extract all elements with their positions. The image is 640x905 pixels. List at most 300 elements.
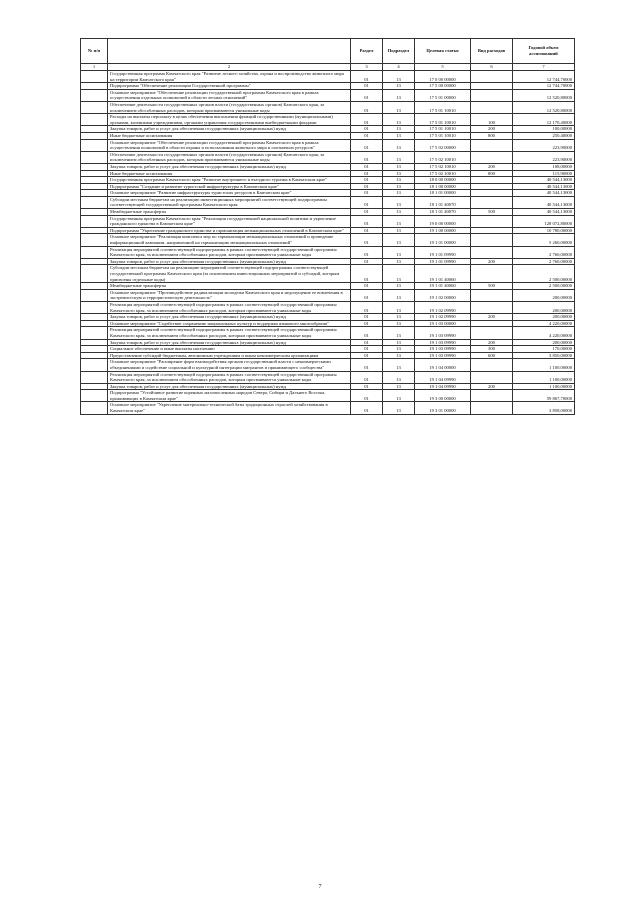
cell-amount: 2 760,00000 [513, 258, 575, 265]
cell-num [81, 320, 108, 327]
cell-target-article: 19 1 04 09990 [415, 371, 471, 383]
cell-target-article: 17 5 01 10010 [415, 126, 471, 133]
cell-razdel: 01 [351, 265, 383, 283]
cell-razdel: 01 [351, 383, 383, 390]
cell-target-article: 18 0 00 00000 [415, 177, 471, 184]
cell-target-article: 19 1 02 09990 [415, 301, 471, 313]
cell-expense-type [471, 177, 513, 184]
cell-target-article: 19 1 03 09990 [415, 346, 471, 353]
cell-razdel: 01 [351, 101, 383, 113]
cell-razdel: 01 [351, 177, 383, 184]
cell-target-article: 19 1 02 00000 [415, 289, 471, 301]
table-numbering-row [81, 64, 575, 71]
cell-name: Основное мероприятие "Противодействие радикализации молодежи Камчатского края и недопущение ее вовлечения в экстремистскую и террористическую деятельность" [108, 289, 351, 301]
cell-podrazdel: 13 [383, 114, 415, 126]
cell-expense-type [471, 289, 513, 301]
col-number: 2 [108, 64, 351, 71]
cell-target-article: 17 0 00 00000 [415, 71, 471, 83]
cell-amount: 2 760,00000 [513, 246, 575, 258]
table-row [81, 258, 575, 265]
cell-razdel: 01 [351, 371, 383, 383]
cell-name: Реализация мероприятий соответствующей подпрограммы в рамках соответствующей государственной программы Камчатского края, за исключением обособленных расходов, которым присваиваются уникальные коды [108, 371, 351, 383]
cell-num [81, 89, 108, 101]
cell-razdel: 01 [351, 190, 383, 197]
cell-name: Межбюджетные трансферты [108, 209, 351, 216]
cell-expense-type: 100 [471, 114, 513, 126]
cell-name: Закупка товаров, работ и услуг для обеспечения государственных (муниципальных) нужд [108, 383, 351, 390]
cell-target-article: 19 3 01 00000 [415, 402, 471, 414]
cell-name: Основное мероприятие "Укрепление материально-технической базы традиционных отраслей хозяйствования в Камчатском крае" [108, 402, 351, 414]
cell-podrazdel: 13 [383, 177, 415, 184]
cell-name: Основное мероприятие "Обеспечение реализации государственной программы Камчатского края в рамках осуществления полномочий в области охраны и использования животного мира и охотничьих ресурсов" [108, 139, 351, 151]
cell-expense-type: 600 [471, 352, 513, 359]
cell-expense-type [471, 301, 513, 313]
table-row [81, 265, 575, 283]
cell-amount: 1 100,00000 [513, 359, 575, 371]
header-podrazdel: Подраздел [383, 39, 415, 64]
cell-razdel: 01 [351, 126, 383, 133]
cell-razdel: 01 [351, 402, 383, 414]
cell-name: Подпрограмма "Укрепление гражданского единства и гармонизация межнациональных отношений в Камчатском крае" [108, 227, 351, 234]
table-row [81, 190, 575, 197]
cell-name: Основное мероприятие "Реализация комплекса мер по гармонизации межнациональных отношений и проведение информационной кампании, направленной на гармонизацию межнациональных отношений" [108, 234, 351, 246]
cell-amount: 200,00000 [513, 301, 575, 313]
cell-name: Подпрограмма "Создание и развитие туристской инфраструктуры в Камчатском крае" [108, 183, 351, 190]
cell-podrazdel: 13 [383, 371, 415, 383]
cell-podrazdel: 13 [383, 126, 415, 133]
cell-razdel: 01 [351, 314, 383, 321]
cell-razdel: 01 [351, 139, 383, 151]
cell-num [81, 301, 108, 313]
cell-podrazdel: 13 [383, 196, 415, 208]
cell-name: Закупка товаров, работ и услуг для обеспечения государственных (муниципальных) нужд [108, 163, 351, 170]
cell-razdel: 01 [351, 320, 383, 327]
table-header-row [81, 39, 575, 64]
table-row [81, 83, 575, 90]
table-row [81, 132, 575, 139]
cell-podrazdel: 13 [383, 320, 415, 327]
cell-amount: 3 850,00000 [513, 352, 575, 359]
cell-num [81, 258, 108, 265]
cell-name: Обеспечение деятельности государственных органов власти (государственных органов) Камчатского края, за исключением обособленных расходов, которым присваиваются уникальные коды [108, 151, 351, 163]
cell-podrazdel: 13 [383, 215, 415, 227]
cell-target-article: 19 1 04 09990 [415, 383, 471, 390]
cell-amount: 2 500,00000 [513, 283, 575, 290]
cell-razdel: 01 [351, 132, 383, 139]
cell-expense-type: 200 [471, 383, 513, 390]
cell-target-article: 17 5 00 00000 [415, 83, 471, 90]
cell-podrazdel: 13 [383, 265, 415, 283]
cell-podrazdel: 13 [383, 183, 415, 190]
cell-amount: 40 544,13000 [513, 183, 575, 190]
cell-podrazdel: 13 [383, 346, 415, 353]
cell-expense-type: 500 [471, 283, 513, 290]
cell-amount: 40 544,13000 [513, 209, 575, 216]
table-row [81, 320, 575, 327]
cell-num [81, 402, 108, 414]
cell-target-article: 17 5 01 10010 [415, 114, 471, 126]
cell-expense-type [471, 327, 513, 339]
cell-razdel: 01 [351, 301, 383, 313]
cell-num [81, 265, 108, 283]
cell-target-article: 19 1 01 09990 [415, 258, 471, 265]
cell-podrazdel: 13 [383, 89, 415, 101]
cell-name: Реализация мероприятий соответствующей подпрограммы в рамках соответствующей государственной программы Камчатского края, за исключением обособленных расходов, которым присваиваются уникальные коды [108, 246, 351, 258]
cell-name: Субсидии местным бюджетам на реализацию мероприятий соответствующей подпрограммы соответствующей государственной программы Камчатского края (за исключением инвестиционных мероприятий и субсидий, которым присвоены отдельные коды) [108, 265, 351, 283]
cell-num [81, 170, 108, 177]
cell-amount: 40 544,13000 [513, 177, 575, 184]
cell-podrazdel: 13 [383, 163, 415, 170]
cell-podrazdel: 13 [383, 101, 415, 113]
page-number: 7 [318, 884, 322, 890]
table-body [81, 71, 575, 415]
cell-expense-type [471, 359, 513, 371]
cell-target-article: 19 1 00 00000 [415, 227, 471, 234]
cell-amount: 40 544,13000 [513, 190, 575, 197]
cell-expense-type [471, 183, 513, 190]
cell-num [81, 126, 108, 133]
cell-target-article: 17 5 01 10010 [415, 132, 471, 139]
cell-num [81, 151, 108, 163]
cell-target-article: 18 1 01 40070 [415, 196, 471, 208]
cell-name: Иные бюджетные ассигнования [108, 170, 351, 177]
cell-razdel: 01 [351, 234, 383, 246]
cell-num [81, 177, 108, 184]
cell-podrazdel: 13 [383, 234, 415, 246]
cell-num [81, 390, 108, 402]
cell-expense-type: 200 [471, 339, 513, 346]
cell-expense-type [471, 371, 513, 383]
cell-expense-type: 200 [471, 314, 513, 321]
cell-name: Государственная программа Камчатского края "Реализация государственной национальной политики и укрепление гражданского единства в Камчатском крае" [108, 215, 351, 227]
cell-num [81, 209, 108, 216]
cell-podrazdel: 13 [383, 327, 415, 339]
cell-razdel: 01 [351, 114, 383, 126]
cell-amount: 3 858,00000 [513, 402, 575, 414]
cell-num [81, 190, 108, 197]
cell-target-article: 18 1 01 00000 [415, 190, 471, 197]
table-row [81, 101, 575, 113]
cell-razdel: 01 [351, 196, 383, 208]
cell-amount: 12 744,70000 [513, 71, 575, 83]
cell-num [81, 215, 108, 227]
cell-num [81, 246, 108, 258]
cell-amount: 200,00000 [513, 289, 575, 301]
cell-expense-type: 800 [471, 132, 513, 139]
table-row [81, 301, 575, 313]
cell-name: Подпрограмма "Устойчивое развитие коренных малочисленных народов Севера, Сибири и Дальнего Востока, проживающих в Камчатском крае" [108, 390, 351, 402]
table-row [81, 390, 575, 402]
cell-podrazdel: 13 [383, 283, 415, 290]
cell-expense-type [471, 390, 513, 402]
cell-podrazdel: 13 [383, 139, 415, 151]
cell-expense-type [471, 83, 513, 90]
col-number: 6 [471, 64, 513, 71]
cell-razdel: 01 [351, 83, 383, 90]
table-row [81, 327, 575, 339]
cell-podrazdel: 13 [383, 314, 415, 321]
cell-name: Закупка товаров, работ и услуг для обеспечения государственных (муниципальных) нужд [108, 258, 351, 265]
cell-name: Предоставление субсидий бюджетным, автономным учреждениям и иным некоммерческим организациям [108, 352, 351, 359]
cell-target-article: 19 1 04 00000 [415, 359, 471, 371]
cell-podrazdel: 13 [383, 71, 415, 83]
cell-target-article: 17 5 01 10010 [415, 101, 471, 113]
cell-podrazdel: 13 [383, 383, 415, 390]
cell-razdel: 01 [351, 89, 383, 101]
cell-amount: 40 544,13000 [513, 196, 575, 208]
cell-amount: 4 220,00000 [513, 320, 575, 327]
cell-expense-type [471, 190, 513, 197]
table-row [81, 89, 575, 101]
cell-name: Закупка товаров, работ и услуг для обеспечения государственных (муниципальных) нужд [108, 314, 351, 321]
cell-num [81, 327, 108, 339]
cell-expense-type [471, 89, 513, 101]
cell-amount: 200,00000 [513, 339, 575, 346]
table-row [81, 177, 575, 184]
cell-amount: 100,00000 [513, 126, 575, 133]
cell-expense-type [471, 139, 513, 151]
cell-expense-type [471, 320, 513, 327]
cell-razdel: 01 [351, 359, 383, 371]
cell-amount: 223,90000 [513, 151, 575, 163]
table-row [81, 71, 575, 83]
cell-num [81, 314, 108, 321]
cell-razdel: 01 [351, 170, 383, 177]
cell-name: Обеспечение деятельности государственных органов власти (государственных органов) Камчатского края, за исключением обособленных расходов, которым присваиваются уникальные коды [108, 101, 351, 113]
cell-amount: 12 520,80000 [513, 89, 575, 101]
cell-razdel: 01 [351, 339, 383, 346]
cell-podrazdel: 13 [383, 151, 415, 163]
cell-target-article: 19 1 01 09990 [415, 246, 471, 258]
cell-expense-type [471, 101, 513, 113]
cell-name: Основное мероприятие "Обеспечение реализации государственной программы Камчатского края в рамках осуществления отдельных полномочий в области лесных отношений" [108, 89, 351, 101]
cell-expense-type: 200 [471, 163, 513, 170]
cell-amount: 5 260,00000 [513, 234, 575, 246]
table-row [81, 114, 575, 126]
cell-target-article: 17 5 02 10010 [415, 170, 471, 177]
header-expense-type: Вид расходов [471, 39, 513, 64]
cell-num [81, 289, 108, 301]
table-row [81, 283, 575, 290]
cell-amount: 59 867,70000 [513, 390, 575, 402]
table-row [81, 359, 575, 371]
cell-target-article: 19 1 01 40060 [415, 265, 471, 283]
cell-name: Государственная программа Камчатского края "Развитие лесного хозяйства, охрана и воспроизводство животного мира на территории Камчатского края" [108, 71, 351, 83]
cell-podrazdel: 13 [383, 402, 415, 414]
header-target-article: Целевая статья [415, 39, 471, 64]
cell-expense-type [471, 265, 513, 283]
cell-amount: 115,90000 [513, 170, 575, 177]
col-number: 3 [351, 64, 383, 71]
cell-amount: 250,40000 [513, 132, 575, 139]
table-row [81, 352, 575, 359]
cell-expense-type [471, 215, 513, 227]
cell-razdel: 01 [351, 390, 383, 402]
cell-razdel: 01 [351, 183, 383, 190]
cell-amount: 10 780,00000 [513, 227, 575, 234]
cell-podrazdel: 13 [383, 246, 415, 258]
cell-num [81, 71, 108, 83]
table-row [81, 383, 575, 390]
table-row [81, 215, 575, 227]
cell-podrazdel: 13 [383, 359, 415, 371]
cell-num [81, 114, 108, 126]
cell-target-article: 19 1 03 09990 [415, 327, 471, 339]
cell-razdel: 01 [351, 283, 383, 290]
table-row [81, 227, 575, 234]
cell-num [81, 183, 108, 190]
cell-target-article: 19 1 01 00000 [415, 234, 471, 246]
cell-num [81, 359, 108, 371]
cell-expense-type [471, 402, 513, 414]
cell-razdel: 01 [351, 258, 383, 265]
cell-num [81, 371, 108, 383]
cell-amount: 12 170,40000 [513, 114, 575, 126]
cell-target-article: 18 1 00 00000 [415, 183, 471, 190]
cell-razdel: 01 [351, 215, 383, 227]
cell-target-article: 19 1 03 09990 [415, 339, 471, 346]
table-row [81, 339, 575, 346]
table-row [81, 196, 575, 208]
table-row [81, 126, 575, 133]
header-annual-volume: Годовой объем ассигнований [513, 39, 575, 64]
cell-razdel: 01 [351, 352, 383, 359]
cell-amount: 12 520,80000 [513, 101, 575, 113]
cell-name: Основное мероприятие "Развитие инфраструктуры туристских ресурсов в Камчатском крае" [108, 190, 351, 197]
table-row [81, 234, 575, 246]
cell-name: Социальное обеспечение и иные выплаты населению [108, 346, 351, 353]
cell-num [81, 346, 108, 353]
cell-expense-type [471, 151, 513, 163]
cell-podrazdel: 13 [383, 301, 415, 313]
cell-podrazdel: 13 [383, 339, 415, 346]
cell-razdel: 01 [351, 289, 383, 301]
cell-target-article: 17 5 01 00000 [415, 89, 471, 101]
cell-name: Реализация мероприятий соответствующей подпрограммы в рамках соответствующей государственной программы Камчатского края, за исключением обособленных расходов, которым присваиваются уникальные коды [108, 301, 351, 313]
table-row [81, 209, 575, 216]
cell-razdel: 01 [351, 209, 383, 216]
cell-name: Подпрограмма "Обеспечение реализации Государственной программы" [108, 83, 351, 90]
cell-target-article: 17 5 02 00000 [415, 139, 471, 151]
header-num: № п/п [81, 39, 108, 64]
table-row [81, 246, 575, 258]
cell-expense-type: 800 [471, 170, 513, 177]
cell-podrazdel: 13 [383, 132, 415, 139]
cell-amount: 200,00000 [513, 314, 575, 321]
col-number: 5 [415, 64, 471, 71]
table-row [81, 371, 575, 383]
cell-podrazdel: 13 [383, 289, 415, 301]
cell-num [81, 132, 108, 139]
table-row [81, 402, 575, 414]
cell-razdel: 01 [351, 71, 383, 83]
table-row [81, 163, 575, 170]
cell-num [81, 352, 108, 359]
cell-expense-type: 500 [471, 209, 513, 216]
cell-num [81, 83, 108, 90]
col-number: 4 [383, 64, 415, 71]
cell-amount: 170,00000 [513, 346, 575, 353]
cell-razdel: 01 [351, 227, 383, 234]
cell-name: Расходы на выплаты персоналу в целях обеспечения выполнения функций государственными (муниципальными) органами, казенными учреждениями, органами управления государственными внебюджетными фондами [108, 114, 351, 126]
cell-razdel: 01 [351, 346, 383, 353]
table-row [81, 151, 575, 163]
cell-podrazdel: 13 [383, 190, 415, 197]
cell-target-article: 19 1 03 00000 [415, 320, 471, 327]
cell-num [81, 163, 108, 170]
cell-razdel: 01 [351, 246, 383, 258]
cell-amount: 1 100,00000 [513, 371, 575, 383]
col-number: 1 [81, 64, 108, 71]
table-row [81, 314, 575, 321]
budget-table [80, 38, 575, 415]
cell-num [81, 196, 108, 208]
cell-target-article: 19 1 03 09990 [415, 352, 471, 359]
cell-target-article: 17 5 02 10010 [415, 151, 471, 163]
cell-amount: 12 744,70000 [513, 83, 575, 90]
cell-razdel: 01 [351, 327, 383, 339]
cell-num [81, 234, 108, 246]
cell-razdel: 01 [351, 151, 383, 163]
cell-expense-type [471, 227, 513, 234]
cell-podrazdel: 13 [383, 258, 415, 265]
cell-expense-type: 200 [471, 258, 513, 265]
cell-amount: 1 100,00000 [513, 383, 575, 390]
cell-name: Иные бюджетные ассигнования [108, 132, 351, 139]
cell-expense-type [471, 234, 513, 246]
header-razdel: Раздел [351, 39, 383, 64]
cell-target-article: 19 1 01 40060 [415, 283, 471, 290]
cell-num [81, 139, 108, 151]
cell-expense-type: 300 [471, 346, 513, 353]
cell-podrazdel: 13 [383, 170, 415, 177]
table-row [81, 346, 575, 353]
cell-amount: 223,90000 [513, 139, 575, 151]
cell-target-article: 19 0 00 00000 [415, 215, 471, 227]
header-name [108, 39, 351, 64]
cell-expense-type [471, 71, 513, 83]
cell-podrazdel: 13 [383, 352, 415, 359]
cell-target-article: 18 1 01 40070 [415, 209, 471, 216]
cell-podrazdel: 13 [383, 390, 415, 402]
cell-amount: 128 072,80000 [513, 215, 575, 227]
cell-name: Государственная программа Камчатского края "Развитие внутреннего и въездного туризма в Камчатском крае" [108, 177, 351, 184]
cell-name: Основное мероприятие "Расширение форм взаимодействия органов государственной власти с некоммерческими объединениями и содействие социальной и культурной интеграции мигрантов и принимающего сообщества" [108, 359, 351, 371]
cell-name: Межбюджетные трансферты [108, 283, 351, 290]
cell-num [81, 101, 108, 113]
cell-name: Реализация мероприятий соответствующей подпрограммы в рамках соответствующей государственной программы Камчатского края, за исключением обособленных расходов, которым присваиваются уникальные коды [108, 327, 351, 339]
col-number: 7 [513, 64, 575, 71]
cell-target-article: 19 1 02 09990 [415, 314, 471, 321]
cell-num [81, 283, 108, 290]
cell-target-article: 19 3 00 00000 [415, 390, 471, 402]
cell-razdel: 01 [351, 163, 383, 170]
cell-name: Субсидии местным бюджетам на реализацию инвестиционных мероприятий соответствующей подпрограммы соответствующей государственной программы Камчатского края [108, 196, 351, 208]
cell-name: Основное мероприятие "Содействие сохранению национальных культур и поддержка языкового многообразия" [108, 320, 351, 327]
cell-expense-type [471, 246, 513, 258]
cell-num [81, 227, 108, 234]
cell-name: Закупка товаров, работ и услуг для обеспечения государственных (муниципальных) нужд [108, 126, 351, 133]
cell-expense-type: 200 [471, 126, 513, 133]
cell-podrazdel: 13 [383, 83, 415, 90]
table-row [81, 183, 575, 190]
cell-amount: 4 220,00000 [513, 327, 575, 339]
cell-podrazdel: 13 [383, 227, 415, 234]
table-row [81, 139, 575, 151]
cell-podrazdel: 13 [383, 209, 415, 216]
cell-target-article: 17 5 02 10010 [415, 163, 471, 170]
cell-num [81, 383, 108, 390]
